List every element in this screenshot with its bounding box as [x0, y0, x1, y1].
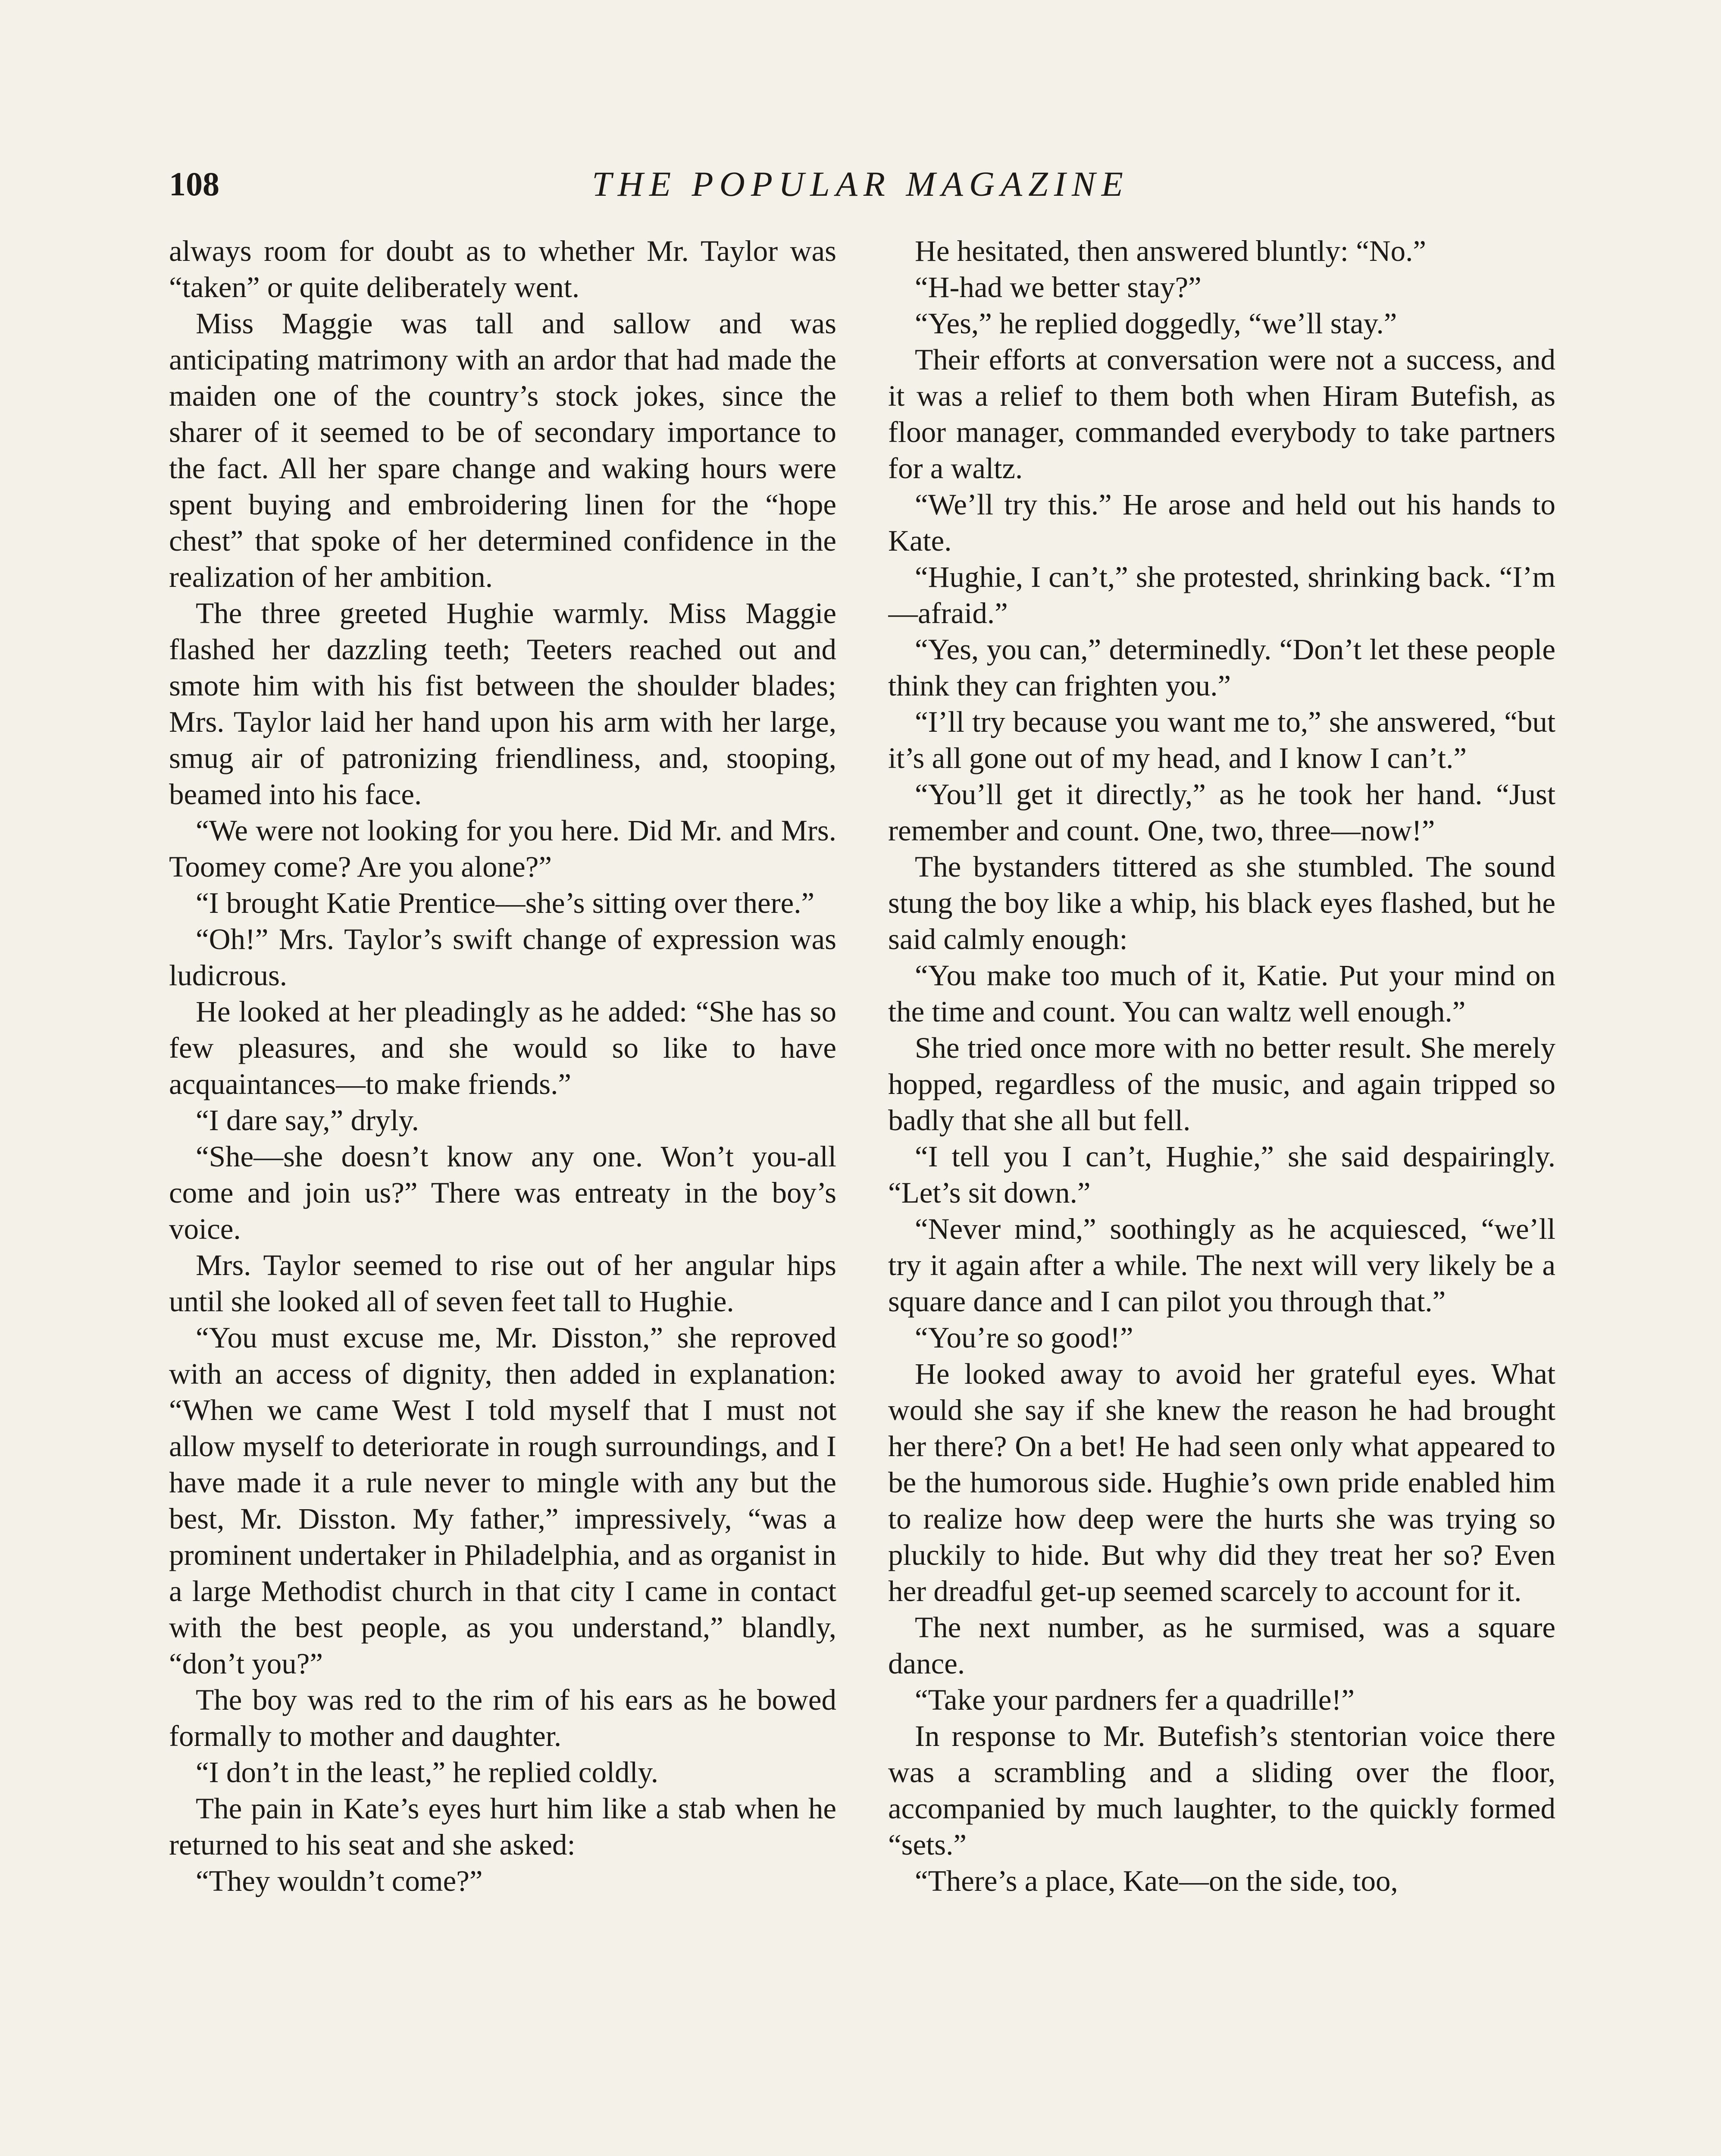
paragraph: Miss Maggie was tall and sallow and was anticipating matrimony with an ardor that had made the maiden one of the country’s stock jokes, since the sharer of it seemed to be of secondary importance to the fact. All her spare change and waking hours were spent buying and embroidering linen for the “hope chest” that spoke of her determined confidence in the realization of her ambition.: [169, 307, 836, 593]
paragraph: “Yes, you can,” determinedly. “Don’t let these people think they can frighten you.”: [888, 633, 1555, 702]
paragraph: “Oh!” Mrs. Taylor’s swift change of expression was ludicrous.: [169, 923, 836, 992]
paragraph: “Never mind,” soothingly as he acquiesced, “we’ll try it again after a while. The next will very likely be a square dance and I can pilot you through that.”: [888, 1213, 1555, 1318]
paragraph: “I tell you I can’t, Hughie,” she said despairingly. “Let’s sit down.”: [888, 1140, 1555, 1209]
paragraph: Mrs. Taylor seemed to rise out of her angular hips until she looked all of seven feet tall to Hughie.: [169, 1249, 836, 1318]
paragraph: “Hughie, I can’t,” she protested, shrinking back. “I’m—afraid.”: [888, 561, 1555, 630]
paragraph: “I’ll try because you want me to,” she answered, “but it’s all gone out of my head, and I know I can’t.”: [888, 705, 1555, 774]
paragraph: “You’re so good!”: [915, 1321, 1133, 1354]
paragraph: The bystanders tittered as she stumbled. The sound stung the boy like a whip, his black eyes flashed, but he said calmly enough:: [888, 850, 1555, 956]
paragraph: “I don’t in the least,” he replied coldly.: [196, 1756, 658, 1789]
left-column: [169, 233, 836, 2156]
paragraph: “You’ll get it directly,” as he took her hand. “Just remember and count. One, two, three—now!”: [888, 778, 1555, 847]
paragraph: “I dare say,” dryly.: [196, 1104, 419, 1137]
paragraph: “You must excuse me, Mr. Disston,” she reproved with an access of dignity, then added in explanation: “When we came West I told myself that I must not allow myself to deteriorate in rough surroundings, and I have made it a rule never to mingle with any but the best, Mr. Disston. My father,” impressively, “was a prominent undertaker in Philadelphia, and as organist in a large Methodist church in that city I came in contact with the best people, as you understand,” blandly, “don’t you?”: [169, 1321, 836, 1680]
paragraph: The three greeted Hughie warmly. Miss Maggie flashed her dazzling teeth; Teeters reached out and smote him with his fist between the shoulder blades; Mrs. Taylor laid her hand upon his arm with her large, smug air of patronizing friendliness, and, stooping, beamed into his face.: [169, 597, 836, 811]
paragraph: The next number, as he surmised, was a square dance.: [888, 1611, 1555, 1680]
paragraph: “There’s a place, Kate—on the side, too,: [915, 1865, 1398, 1897]
paragraph: “Take your pardners fer a quadrille!”: [915, 1683, 1355, 1716]
paragraph: He looked at her pleadingly as he added: “She has so few pleasures, and she would so like to have acquaintances—to make friends.”: [169, 995, 836, 1100]
paragraph: Their efforts at conversation were not a success, and it was a relief to them both when Hiram Butefish, as floor manager, commanded everybody to take partners for a waltz.: [888, 343, 1555, 485]
paragraph: “They wouldn’t come?”: [196, 1865, 483, 1897]
magazine-title: THE POPULAR MAGAZINE: [592, 164, 1129, 204]
paragraph: “We were not looking for you here. Did Mr. and Mrs. Toomey come? Are you alone?”: [169, 814, 836, 883]
paragraph: always room for doubt as to whether Mr. Taylor was “taken” or quite deliberately went.: [169, 235, 836, 304]
article-columns: [169, 233, 1555, 2156]
page-number: 108: [169, 165, 219, 203]
paragraph: The boy was red to the rim of his ears as he bowed formally to mother and daughter.: [169, 1683, 836, 1752]
paragraph: He looked away to avoid her grateful eyes. What would she say if she knew the reason he had brought her there? On a bet! He had seen only what appeared to be the humorous side. Hughie’s own pride enabled him to realize how deep were the hurts she was trying so pluckily to hide. But why did they treat her so? Even her dreadful get-up seemed scarcely to account for it.: [888, 1357, 1555, 1608]
paragraph: The pain in Kate’s eyes hurt him like a stab when he returned to his seat and she asked:: [169, 1792, 836, 1861]
paragraph: He hesitated, then answered bluntly: “No.”: [915, 235, 1427, 267]
running-head: [169, 160, 1552, 208]
paragraph: “H-had we better stay?”: [915, 271, 1202, 304]
paragraph: “Yes,” he replied doggedly, “we’ll stay.”: [915, 307, 1397, 340]
paragraph: “I brought Katie Prentice—she’s sitting over there.”: [196, 887, 815, 919]
paragraph: “She—she doesn’t know any one. Won’t you-all come and join us?” There was entreaty in the boy’s voice.: [169, 1140, 836, 1245]
paragraph: In response to Mr. Butefish’s stentorian voice there was a scrambling and a sliding over the floor, accompanied by much laughter, to the quickly formed “sets.”: [888, 1720, 1555, 1861]
paragraph: “You make too much of it, Katie. Put your mind on the time and count. You can waltz well enough.”: [888, 959, 1555, 1028]
paragraph: “We’ll try this.” He arose and held out his hands to Kate.: [888, 488, 1555, 557]
paragraph: She tried once more with no better result. She merely hopped, regardless of the music, and again tripped so badly that she all but fell.: [888, 1031, 1555, 1137]
right-column: [888, 233, 1555, 2156]
